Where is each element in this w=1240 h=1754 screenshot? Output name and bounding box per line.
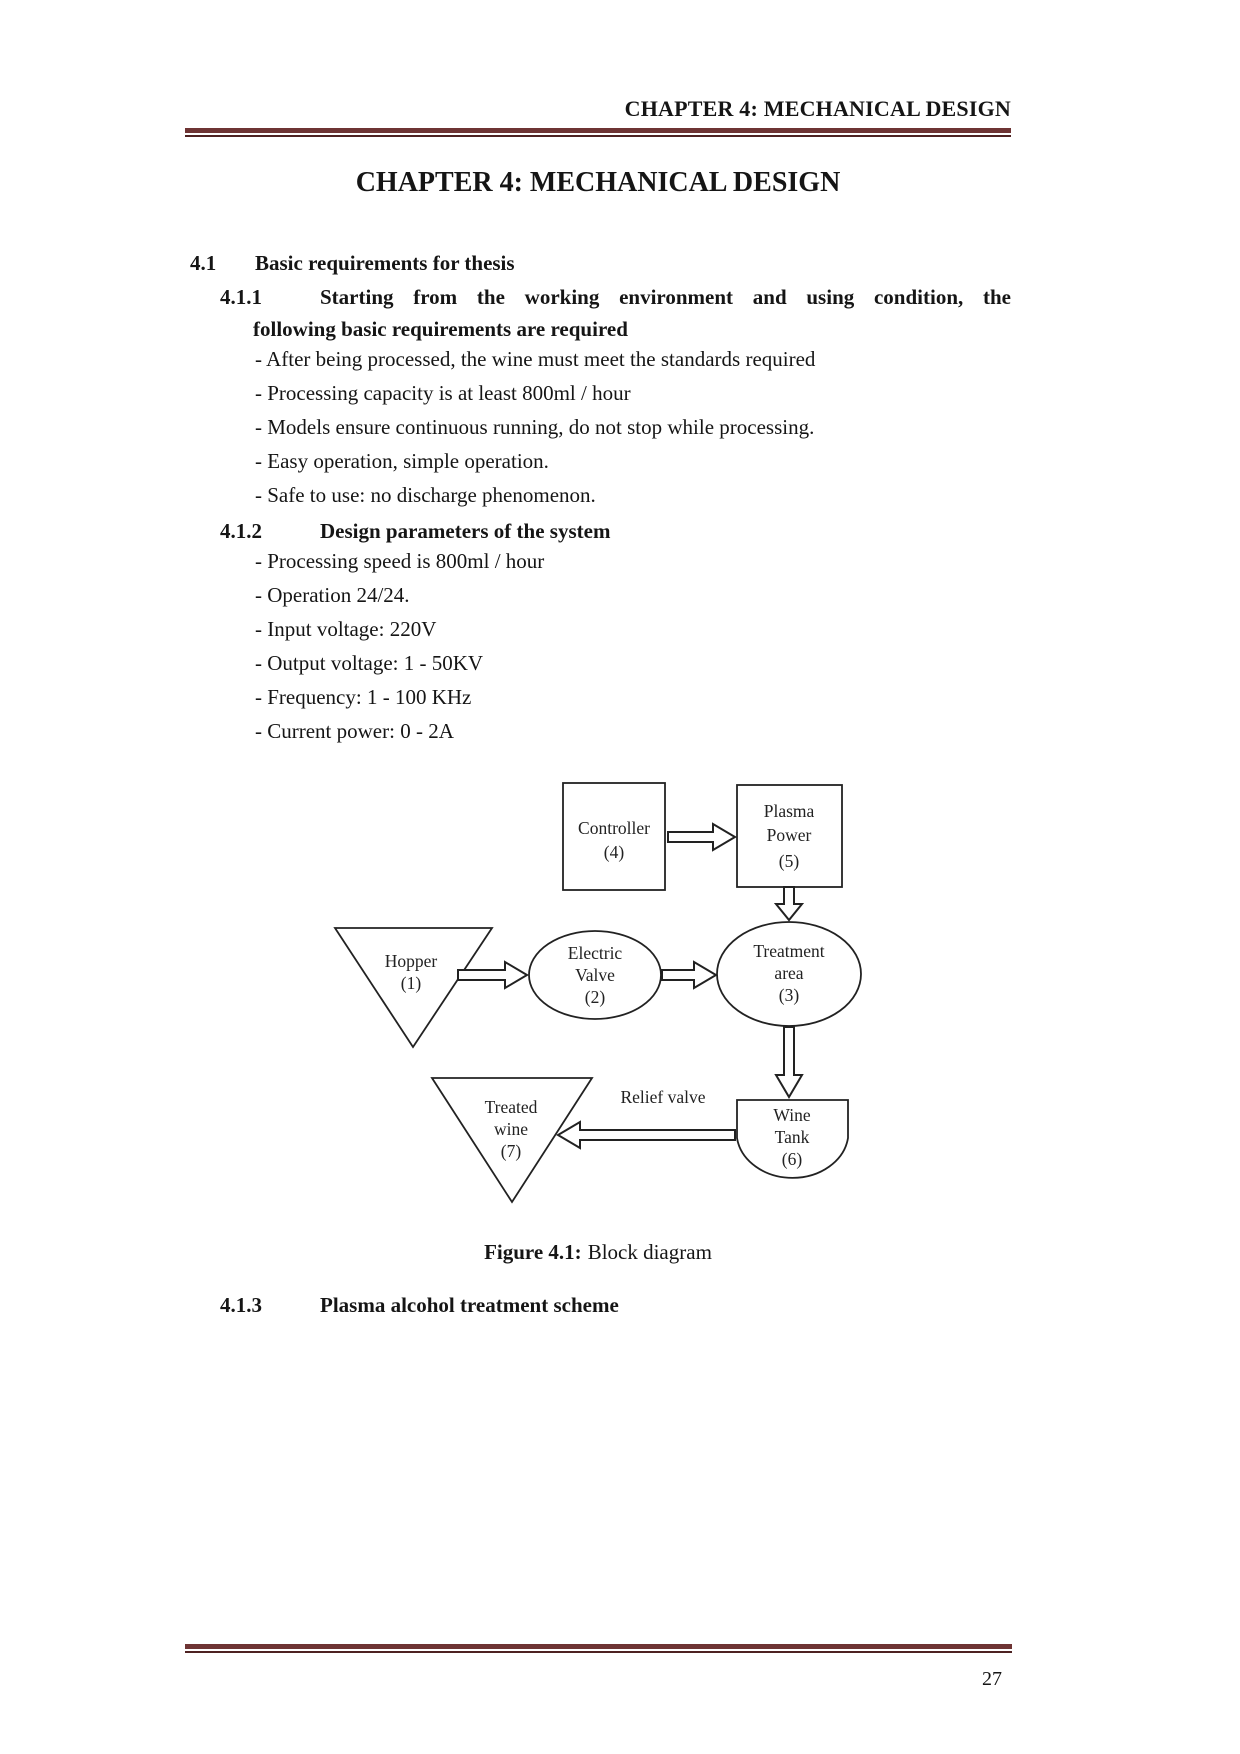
list-item: - Operation 24/24. (255, 583, 410, 607)
section-number: 4.1 (190, 251, 217, 275)
page-title: CHAPTER 4: MECHANICAL DESIGN (355, 167, 841, 198)
treated-wine-number: (7) (500, 1141, 522, 1161)
section-heading-4-1-3 (185, 1293, 1011, 1318)
footer-rule (185, 1644, 1012, 1653)
header-rule (185, 128, 1011, 137)
wine-tank-label-2: Tank (774, 1127, 810, 1147)
plasma-to-treatment-arrow (776, 887, 802, 920)
figure-caption (185, 1240, 1011, 1265)
page-number: 27 (982, 1668, 1002, 1690)
list-item: - After being processed, the wine must meet the standards required (255, 347, 816, 371)
section-title: Starting from the working environment and using condition, the (320, 285, 1011, 309)
footer-rule-thin (185, 1651, 1012, 1653)
running-header: CHAPTER 4: MECHANICAL DESIGN (624, 96, 1011, 121)
list-item: - Input voltage: 220V (255, 617, 437, 641)
treated-wine-label-2: wine (493, 1119, 529, 1139)
list-item: - Processing speed is 800ml / hour (255, 549, 545, 573)
controller-number: (4) (603, 842, 625, 862)
plasma-power-number: (5) (778, 851, 800, 871)
section-heading-4-1 (185, 251, 1011, 276)
wine-tank-label-1: Wine (773, 1105, 811, 1125)
footer-rule-thick (185, 1644, 1012, 1649)
valve-to-treatment-arrow (662, 962, 716, 988)
header-rule-thin (185, 135, 1011, 137)
figure-4-1 (185, 770, 1011, 1230)
treatment-to-tank-arrow (776, 1027, 802, 1097)
heading-line-2: following basic requirements are required (253, 317, 628, 341)
electric-valve-label-1: Electric (567, 943, 623, 963)
wine-tank-number: (6) (781, 1149, 803, 1169)
section-title: Plasma alcohol treatment scheme (320, 1293, 619, 1317)
hopper-number: (1) (400, 973, 422, 993)
list-item: - Safe to use: no discharge phenomenon. (255, 483, 596, 507)
section-title: Basic requirements for thesis (255, 251, 515, 275)
section-heading-4-1-1 (185, 285, 1011, 342)
hopper-to-valve-arrow (458, 962, 527, 988)
tank-to-treated-wine-arrow (558, 1122, 735, 1148)
electric-valve-number: (2) (584, 987, 606, 1007)
controller-label: Controller (578, 818, 650, 838)
list-item: - Current power: 0 - 2A (255, 719, 454, 743)
hopper-label: Hopper (384, 951, 438, 971)
list-item: - Output voltage: 1 - 50KV (255, 651, 484, 675)
figure-caption-text: Block diagram (587, 1240, 712, 1264)
section-number: 4.1.3 (220, 1293, 262, 1317)
list-item: - Models ensure continuous running, do not stop while processing. (255, 415, 815, 439)
section-number: 4.1.2 (220, 519, 262, 543)
plasma-power-label-1: Plasma (763, 801, 815, 821)
heading-line-1 (185, 285, 1011, 310)
list-item: - Easy operation, simple operation. (255, 449, 549, 473)
figure-caption-label: Figure 4.1: (484, 1240, 582, 1264)
section-number: 4.1.1 (220, 285, 262, 309)
treatment-area-label-2: area (774, 963, 804, 983)
list-item: - Processing capacity is at least 800ml / hour (255, 381, 631, 405)
section-heading-4-1-2 (185, 519, 1011, 544)
block-diagram (185, 770, 1011, 1230)
electric-valve-label-2: Valve (575, 965, 615, 985)
controller-to-plasma-arrow (668, 824, 735, 850)
content-column (185, 0, 1011, 1318)
list-item: - Frequency: 1 - 100 KHz (255, 685, 472, 709)
section-title: Design parameters of the system (320, 519, 611, 543)
treatment-area-label-1: Treatment (753, 941, 825, 961)
treated-wine-label-1: Treated (484, 1097, 538, 1117)
plasma-power-label-2: Power (766, 825, 812, 845)
treatment-area-number: (3) (778, 985, 800, 1005)
relief-valve-label: Relief valve (620, 1087, 706, 1107)
header-rule-thick (185, 128, 1011, 133)
